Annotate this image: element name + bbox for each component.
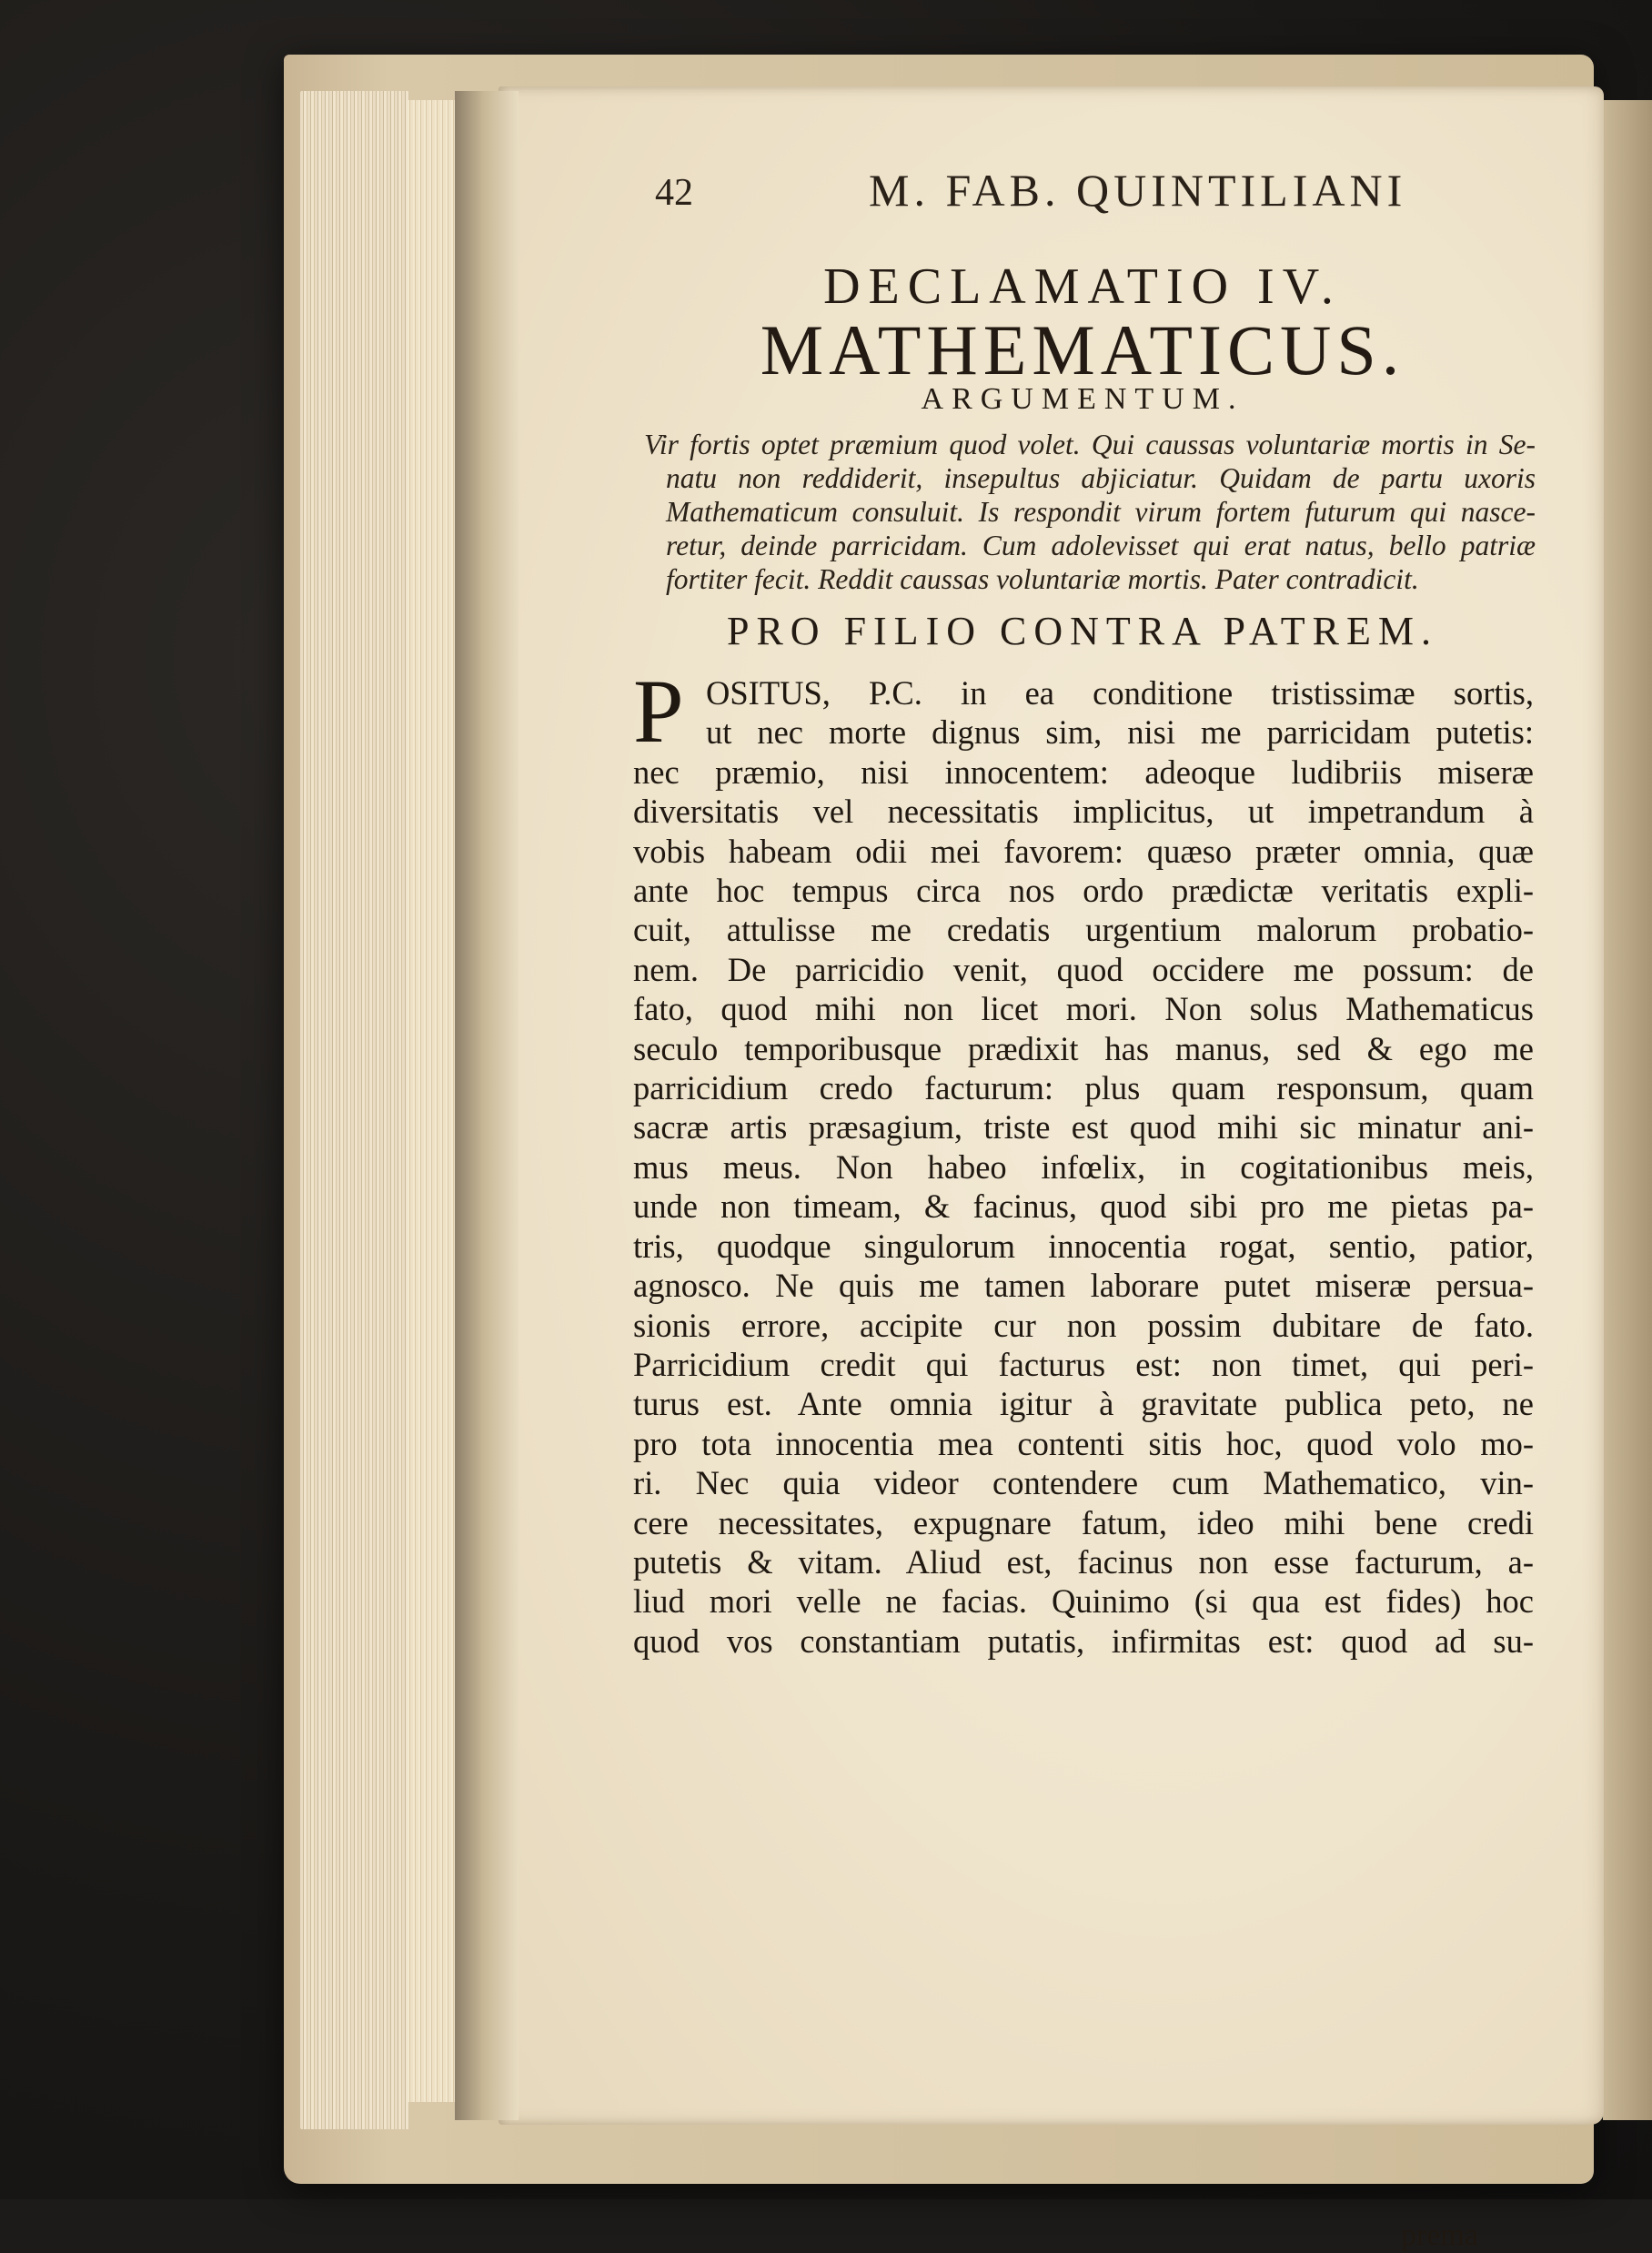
body-line: seculo temporibusque prædixit has manus, sed & ego me [633,1029,1534,1067]
facing-page-edge [1603,100,1652,2120]
page-number: 42 [655,172,693,214]
body-line: nec præmio, nisi innocentem: adeoque ludibriis miseræ [633,753,1534,791]
body-line: liud mori velle ne facias. Quinimo (si qua est fides) hoc [633,1582,1534,1621]
body-line: Parricidium credit qui facturus est: non timet, qui peri- [633,1345,1534,1383]
page-stack [300,91,409,2129]
body-line: vobis habeam odii mei favorem: quæso præter omnia, quæ [633,832,1534,870]
body-line: nem. De parricidio venit, quod occidere me possum: de [633,950,1534,988]
body-line: ut nec morte dignus sim, nisi me parricidam putetis: [706,713,1534,752]
argumentum-label: ARGUMENTUM. [921,382,1244,416]
book-gutter [455,91,519,2120]
catchword: prema [1401,2218,1478,2252]
running-title: M. FAB. QUINTILIANI [869,165,1407,216]
body-text [633,661,1534,1661]
argument-line: Vir fortis optet præmium quod volet. Qui caussas voluntariæ mortis in Se- [644,429,1536,460]
body-line: turus est. Ante omnia igitur à gravitate publica peto, ne [633,1385,1534,1423]
body-line: diversitatis vel necessitatis implicitus, ut impetrandum à [633,793,1534,831]
drop-cap: P [633,661,684,762]
body-line: agnosco. Ne quis me tamen laborare putet miseræ persua- [633,1267,1534,1305]
body-line: fato, quod mihi non licet mori. Non solus Mathematicus [633,990,1534,1028]
body-line: ri. Nec quia videor contendere cum Mathematico, vin- [633,1464,1534,1502]
section-heading: PRO FILIO CONTRA PATREM. [726,609,1439,653]
body-line: pro tota innocentia mea contenti sitis hoc, quod volo mo- [633,1424,1534,1462]
argument-line: retur, deinde parricidam. Cum adolevisset qui erat natus, bello patriæ [666,530,1536,561]
body-line: ante hoc tempus circa nos ordo prædictæ veritatis expli- [633,872,1534,910]
argument-line: Mathematicum consuluit. Is respondit virum fortem futurum qui nasce- [666,496,1536,528]
body-line: parricidium credo facturum: plus quam responsum, quam [633,1069,1534,1107]
argument-line: fortiter fecit. Reddit caussas voluntariæ mortis. Pater contradicit. [666,563,1419,595]
body-line: cere necessitates, expugnare fatum, ideo mihi bene credi [633,1503,1534,1541]
body-line: mus meus. Non habeo infœlix, in cogitationibus meis, [633,1147,1534,1186]
body-line: quod vos constantiam putatis, infirmitas est: quod ad su- [633,1622,1534,1660]
body-line: putetis & vitam. Aliud est, facinus non esse facturum, a- [633,1542,1534,1581]
body-line: unde non timeam, & facinus, quod sibi pro me pietas pa- [633,1187,1534,1226]
argument-paragraph [644,428,1536,596]
body-line: cuit, attulisse me credatis urgentium malorum probatio- [633,911,1534,949]
body-line: tris, quodque singulorum innocentia rogat, sentio, patior, [633,1227,1534,1265]
declamatio-heading: DECLAMATIO IV. [823,258,1342,315]
main-title: MATHEMATICUS. [760,310,1405,389]
argument-line: natu non reddiderit, insepultus abjiciatur. Quidam de partu uxoris [666,462,1536,494]
body-line: sacræ artis præsagium, triste est quod mihi sic minatur ani- [633,1108,1534,1147]
body-line: OSITUS, P.C. in ea conditione tristissimæ sortis, [706,674,1534,712]
body-line: sionis errore, accipite cur non possim dubitare de fato. [633,1306,1534,1344]
